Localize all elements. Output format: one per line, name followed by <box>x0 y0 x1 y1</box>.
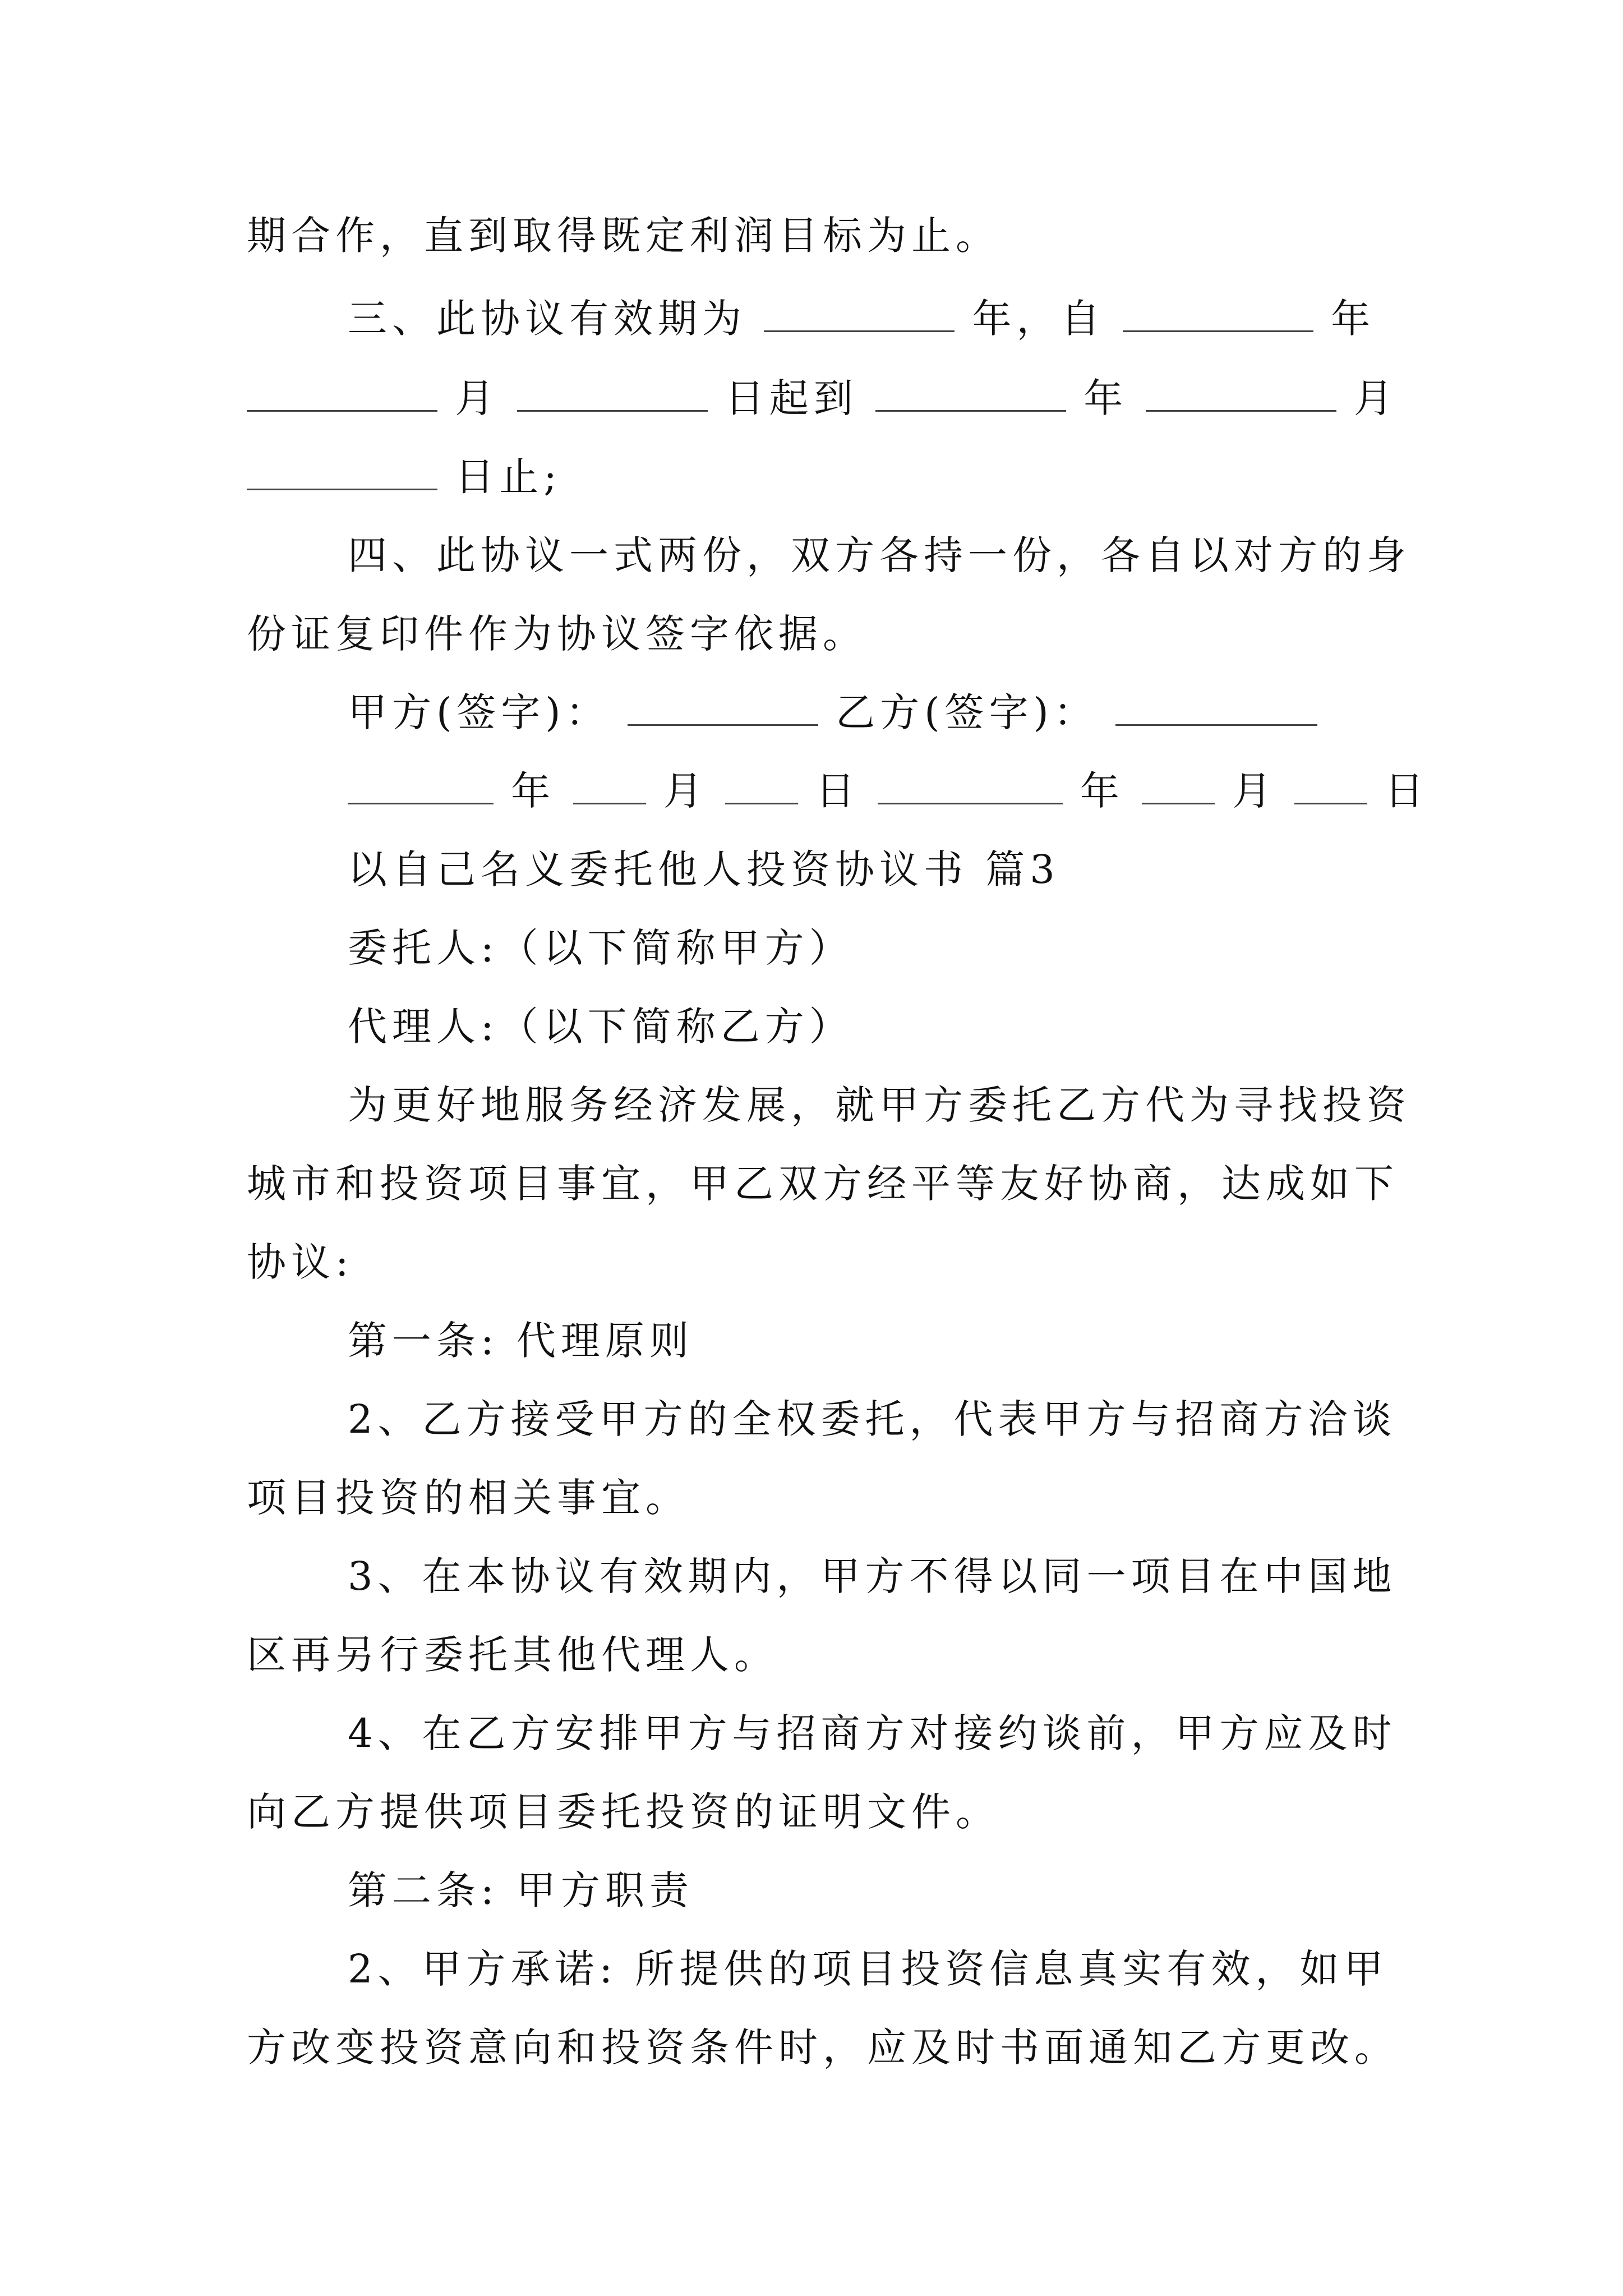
text-segment: 第二条: 甲方职责 <box>348 1867 694 1913</box>
article-heading-1 <box>348 1301 1623 1380</box>
party-b-signature-blank <box>1115 691 1317 726</box>
signature-line <box>348 673 1623 752</box>
fill-blank <box>1146 376 1336 412</box>
text-segment: 城市和投资项目事宜，甲乙双方经平等友好协商，达成如下 <box>247 1161 1399 1207</box>
paragraph-line-12 <box>348 1066 1623 1144</box>
fill-blank <box>348 769 494 804</box>
text-segment: 向乙方提供项目委托投资的证明文件。 <box>247 1789 1000 1835</box>
article-heading-2 <box>348 1851 1623 1930</box>
paragraph-line-23 <box>348 1930 1623 2008</box>
text-segment: 日 <box>1384 768 1429 814</box>
paragraph-line-20 <box>348 1694 1623 1773</box>
text-segment: 年，自 <box>972 296 1105 342</box>
text-segment: 区再另行委托其他代理人。 <box>247 1632 778 1678</box>
paragraph-line-14 <box>247 1223 1623 1301</box>
text-segment: 代理人:（以下简称乙方） <box>348 1004 854 1050</box>
text-segment: 日起到 <box>725 375 858 421</box>
fill-blank <box>247 455 437 490</box>
paragraph-line-19 <box>247 1616 1623 1694</box>
paragraph-line-4 <box>247 438 1623 516</box>
text-segment: 四、此协议一式两份，双方各持一份，各自以对方的身 <box>348 532 1411 578</box>
text-segment: 份证复印件作为协议签字依据。 <box>247 611 867 657</box>
paragraph-line-24 <box>247 2008 1623 2087</box>
paragraph-line-6 <box>247 595 1623 673</box>
text-segment: 年 <box>511 768 556 814</box>
paragraph-line-11 <box>348 987 1623 1066</box>
paragraph-line-3 <box>247 359 1623 438</box>
text-segment: 月 <box>455 375 500 421</box>
paragraph-line-1 <box>247 196 1623 275</box>
paragraph-line-13 <box>247 1144 1623 1223</box>
fill-blank <box>247 376 437 412</box>
party-a-signature-blank <box>628 691 818 726</box>
text-segment: 3、在本协议有效期内，甲方不得以同一项目在中国地 <box>348 1553 1397 1599</box>
text-segment: 以自己名义委托他人投资协议书 篇3 <box>348 846 1060 892</box>
fill-blank <box>1123 297 1313 332</box>
text-segment: 月 <box>663 768 708 814</box>
text-segment: 2、乙方接受甲方的全权委托，代表甲方与招商方洽谈 <box>348 1396 1397 1442</box>
text-segment: 日 <box>815 768 860 814</box>
date-line <box>348 752 1623 830</box>
paragraph-line-10 <box>348 909 1623 987</box>
text-segment: 方改变投资意向和投资条件时，应及时书面通知乙方更改。 <box>247 2024 1399 2070</box>
section-title <box>348 830 1623 909</box>
paragraph-line-2 <box>348 279 1623 358</box>
text-segment: 第一条: 代理原则 <box>348 1318 694 1364</box>
text-segment: 期合作，直到取得既定利润目标为止。 <box>247 213 1000 259</box>
fill-blank <box>725 769 798 804</box>
text-segment: 三、此协议有效期为 <box>348 296 746 342</box>
fill-blank <box>764 297 955 332</box>
fill-blank <box>517 376 708 412</box>
text-segment: 月 <box>1353 375 1398 421</box>
fill-blank <box>573 769 646 804</box>
paragraph-line-16 <box>348 1380 1623 1458</box>
text-segment: 年 <box>1080 768 1124 814</box>
text-segment: 协议: <box>247 1239 354 1285</box>
text-segment: 委托人:（以下简称甲方） <box>348 925 854 971</box>
paragraph-line-21 <box>247 1773 1623 1851</box>
party-a-signature-label: 甲方(签字)： <box>348 689 610 735</box>
text-segment: 年 <box>1083 375 1128 421</box>
paragraph-line-5 <box>348 516 1623 595</box>
text-segment: 项目投资的相关事宜。 <box>247 1475 690 1521</box>
text-segment: 为更好地服务经济发展，就甲方委托乙方代为寻找投资 <box>348 1082 1411 1128</box>
fill-blank <box>1294 769 1367 804</box>
party-b-signature-label: 乙方(签字)： <box>836 689 1098 735</box>
paragraph-line-17 <box>247 1458 1623 1537</box>
text-segment: 4、在乙方安排甲方与招商方对接约谈前，甲方应及时 <box>348 1710 1397 1756</box>
paragraph-line-18 <box>348 1537 1623 1616</box>
text-segment: 年 <box>1331 296 1376 342</box>
text-segment: 2、甲方承诺: 所提供的项目投资信息真实有效，如甲 <box>348 1946 1389 1992</box>
text-segment: 月 <box>1232 768 1277 814</box>
fill-blank <box>1142 769 1215 804</box>
fill-blank <box>875 376 1066 412</box>
fill-blank <box>878 769 1063 804</box>
text-segment: 日止; <box>455 454 562 500</box>
